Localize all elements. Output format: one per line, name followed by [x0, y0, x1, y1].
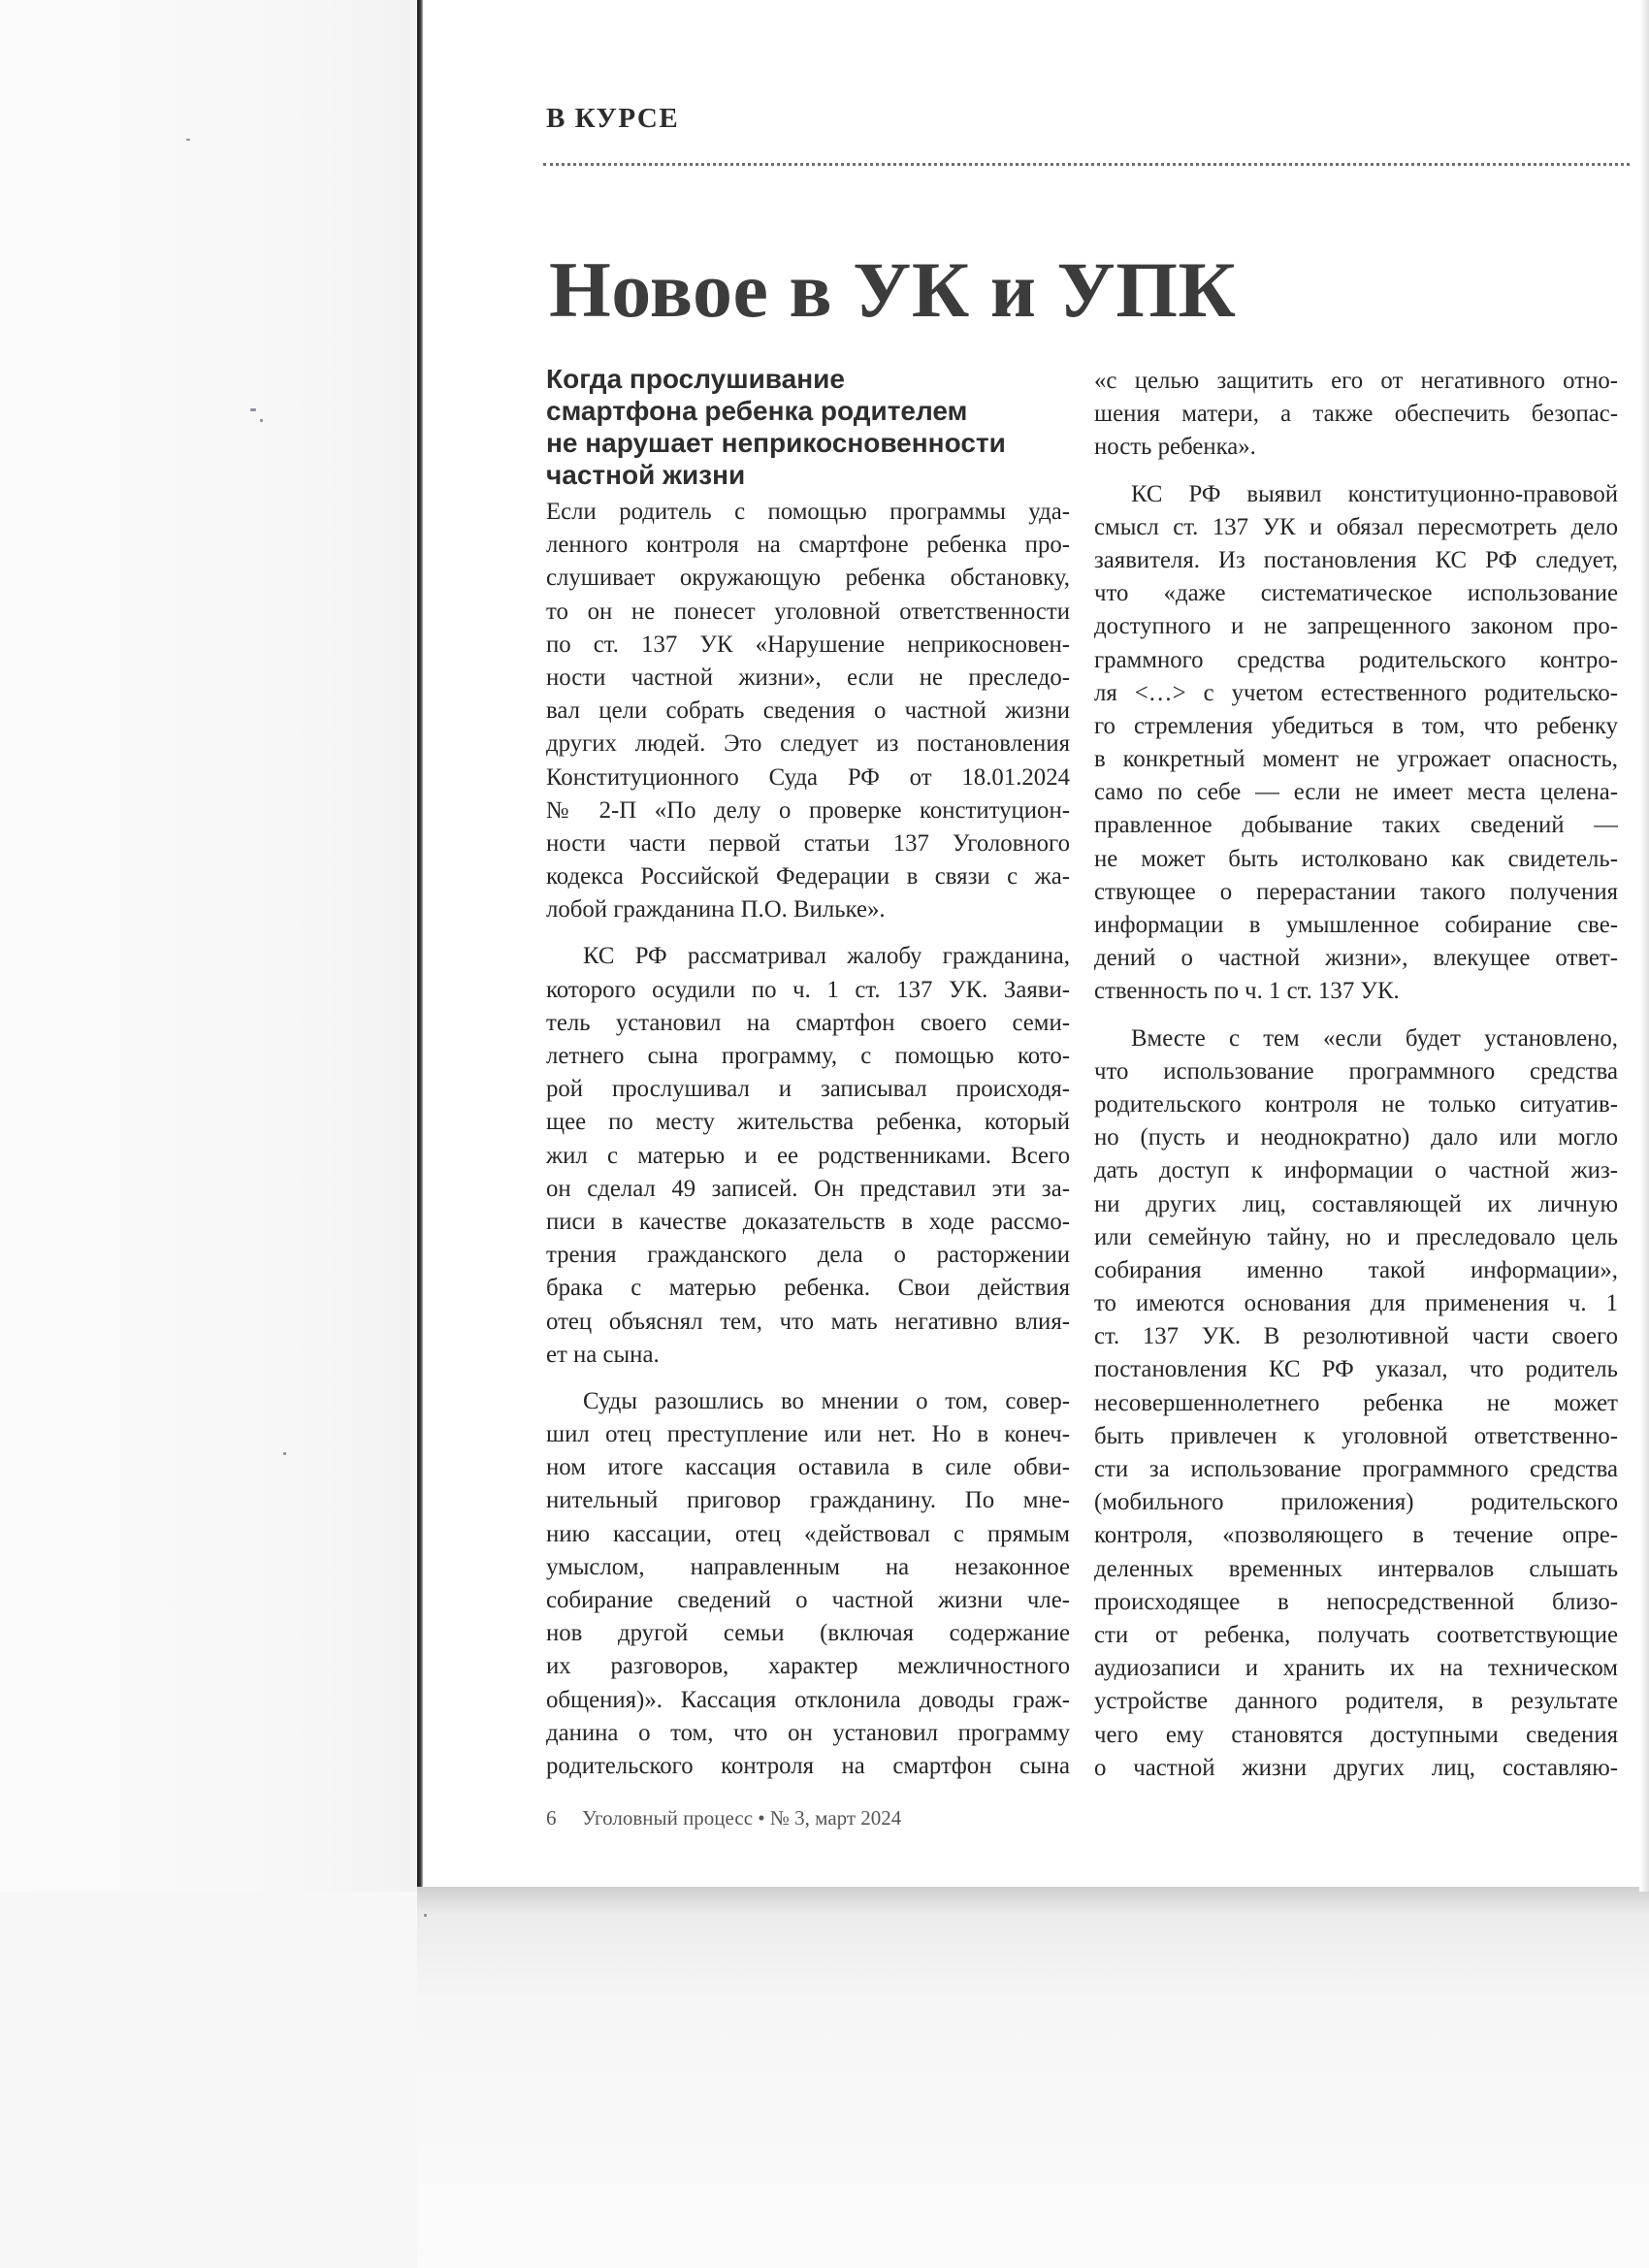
text-line: в конкретный момент не угрожает опасность, [1094, 746, 1618, 773]
text-line: собирание сведений о частной жизни чле- [546, 1587, 1070, 1613]
text-line: рой прослушивал и записывал происходя- [546, 1076, 1070, 1103]
text-line: смысл ст. 137 УК и обязал пересмотреть дело [1094, 513, 1618, 540]
text-line: несовершеннолетнего ребенка не может [1094, 1389, 1618, 1416]
text-line: других людей. Это следует из постановления [546, 730, 1070, 758]
text-line: жил с матерью и ее родственниками. Всего [546, 1142, 1070, 1169]
text-line: Вместе с тем «если будет установлено, [1131, 1024, 1618, 1052]
text-line: Конституционного Суда РФ от 18.01.2024 [546, 763, 1070, 791]
text-line: нию кассации, отец «действовал с прямым [546, 1520, 1070, 1547]
scan-speck [283, 1452, 286, 1455]
text-line: ности части первой статьи 137 Уголовного [546, 829, 1070, 857]
text-line: родительского контроля не только ситуатив- [1094, 1090, 1618, 1118]
text-line: аудиозаписи и хранить их на техническом [1094, 1655, 1618, 1682]
paragraph-gap [546, 926, 1070, 940]
text-line: их разговоров, характер межличностного [546, 1653, 1070, 1680]
left-column [546, 496, 1070, 1783]
text-line: ности частной жизни», если не преследо- [546, 664, 1070, 691]
subheading-line: не нарушает неприкосновенности [546, 428, 1006, 458]
scan-speck [260, 419, 263, 422]
text-line: ность ребенка». [1094, 434, 1256, 461]
text-line: он сделал 49 записей. Он представил эти за- [546, 1175, 1070, 1202]
journal-footer: Уголовный процесс • № 3, март 2024 [582, 1806, 902, 1830]
text-line: писи в качестве доказательств в ходе рассмо- [546, 1208, 1070, 1235]
text-line: деленных временных интервалов слышать [1094, 1555, 1618, 1582]
text-line: ля <…> с учетом естественного родительско- [1094, 679, 1618, 706]
right-column [1094, 365, 1618, 1785]
text-line: отец объяснял тем, что мать негативно влия- [546, 1308, 1070, 1335]
text-line: умыслом, направленным на незаконное [546, 1553, 1070, 1580]
article-subheading [546, 363, 1070, 491]
text-line: нов другой семьи (включая содержание [546, 1620, 1070, 1647]
text-line: тель установил на смартфон своего семи- [546, 1009, 1070, 1036]
scan-speck [186, 139, 190, 141]
text-line: или семейную тайну, но и преследовало цель [1094, 1223, 1618, 1250]
scan-speck [424, 1914, 427, 1917]
text-line: щее по месту жительства ребенка, который [546, 1109, 1070, 1136]
text-line: которого осудили по ч. 1 ст. 137 УК. Заяви- [546, 976, 1070, 1003]
text-line: трения гражданского дела о расторжении [546, 1242, 1070, 1269]
text-line: постановления КС РФ указал, что родитель [1094, 1356, 1618, 1383]
text-line: ном итоге кассация оставила в силе обви- [546, 1454, 1070, 1481]
text-line: о частной жизни других лиц, составляю- [1094, 1754, 1618, 1781]
text-line: летнего сына программу, с помощью кото- [546, 1043, 1070, 1069]
text-line: чего ему становятся доступными сведения [1094, 1721, 1618, 1748]
scan-background [0, 1892, 417, 2268]
section-divider [543, 163, 1630, 166]
paragraph-gap [546, 1372, 1070, 1385]
text-line: слушивает окружающую ребенка обстановку, [546, 565, 1070, 592]
page-binding-edge [417, 0, 423, 1892]
text-line: общения)». Кассация отклонила доводы граж- [546, 1686, 1070, 1713]
text-line: ствующее о перерастании такого получения [1094, 878, 1618, 905]
text-line: контроля, «позволяющего в течение опре- [1094, 1522, 1618, 1549]
text-line: быть привлечен к уголовной ответственно- [1094, 1422, 1618, 1449]
text-line: Если родитель с помощью программы уда- [546, 499, 1070, 525]
text-line: КС РФ выявил конституционно-правовой [1131, 480, 1618, 507]
section-label: В КУРСЕ [546, 103, 680, 134]
paragraph-gap [1094, 465, 1618, 478]
scan-speck [250, 408, 256, 411]
subheading-line: Когда прослушивание [546, 364, 845, 394]
text-line: дений о частной жизни», влекущее ответ- [1094, 945, 1618, 972]
text-line: брака с матерью ребенка. Свои действия [546, 1275, 1070, 1302]
text-line: кодекса Российской Федерации в связи с жа- [546, 863, 1070, 891]
text-line: нительный приговор гражданину. По мне- [546, 1487, 1070, 1514]
text-line: происходящее в непосредственной близо- [1094, 1588, 1618, 1615]
text-line: ленного контроля на смартфоне ребенка про- [546, 532, 1070, 559]
scan-left-margin [0, 0, 417, 1892]
text-line: ственность по ч. 1 ст. 137 УК. [1094, 978, 1400, 1005]
text-line: сти от ребенка, получать соответствующие [1094, 1621, 1618, 1648]
text-line: сти за использование программного средства [1094, 1456, 1618, 1482]
text-line: дать доступ к информации о частной жиз- [1094, 1157, 1618, 1184]
text-line: что «даже систематическое использование [1094, 580, 1618, 607]
text-line: заявителя. Из постановления КС РФ следует, [1094, 546, 1618, 573]
text-line: родительского контроля на смартфон сына [546, 1752, 1070, 1779]
subheading-line: смартфона ребенка родителем [546, 396, 968, 426]
text-line: данина о том, что он установил программу [546, 1719, 1070, 1746]
text-line: но (пусть и неоднократно) дало или могло [1094, 1124, 1618, 1151]
subheading-line: частной жизни [546, 460, 746, 490]
text-line: № 2-П «По делу о проверке конституцион- [546, 796, 1070, 824]
text-line: по ст. 137 УК «Нарушение неприкосновен- [546, 631, 1070, 658]
text-line: само по себе — если не имеет места целена- [1094, 779, 1618, 806]
text-line: правленное добывание таких сведений — [1094, 812, 1618, 839]
text-line: шил отец преступление или нет. Но в конеч- [546, 1421, 1070, 1448]
text-line: не может быть истолковано как свидетель- [1094, 845, 1618, 872]
text-line: граммного средства родительского контро- [1094, 646, 1618, 673]
page-number: 6 [546, 1806, 557, 1830]
text-line: доступного и не запрещенного законом про- [1094, 613, 1618, 640]
page-title: Новое в УК и УПК [549, 245, 1237, 334]
text-line: ни других лиц, составляющей их личную [1094, 1190, 1618, 1217]
text-line: собирания именно такой информации», [1094, 1256, 1618, 1283]
text-line: го стремления убедиться в том, что ребенку [1094, 712, 1618, 739]
text-line: ст. 137 УК. В резолютивной части своего [1094, 1323, 1618, 1350]
text-line: устройстве данного родителя, в результате [1094, 1688, 1618, 1715]
text-line: то он не понесет уголовной ответственности [546, 598, 1070, 625]
text-line: ет на сына. [546, 1341, 660, 1368]
page-right-edge [1639, 0, 1649, 1892]
text-line: «с целью защитить его от негативного отно- [1094, 368, 1618, 394]
page-bottom-shadow [417, 1887, 1649, 2268]
text-line: Суды разошлись во мнении о том, совер- [583, 1387, 1070, 1414]
text-line: что использование программного средства [1094, 1057, 1618, 1085]
paragraph-gap [1094, 1009, 1618, 1022]
text-line: шения матери, а также обеспечить безопас- [1094, 401, 1618, 428]
text-line: то имеются основания для применения ч. 1 [1094, 1290, 1618, 1317]
text-line: КС РФ рассматривал жалобу гражданина, [583, 943, 1070, 970]
text-line: лобой гражданина П.О. Вильке». [546, 896, 886, 923]
text-line: информации в умышленное собирание све- [1094, 912, 1618, 938]
text-line: (мобильного приложения) родительского [1094, 1489, 1618, 1516]
text-line: вал цели собрать сведения о частной жизни [546, 697, 1070, 725]
